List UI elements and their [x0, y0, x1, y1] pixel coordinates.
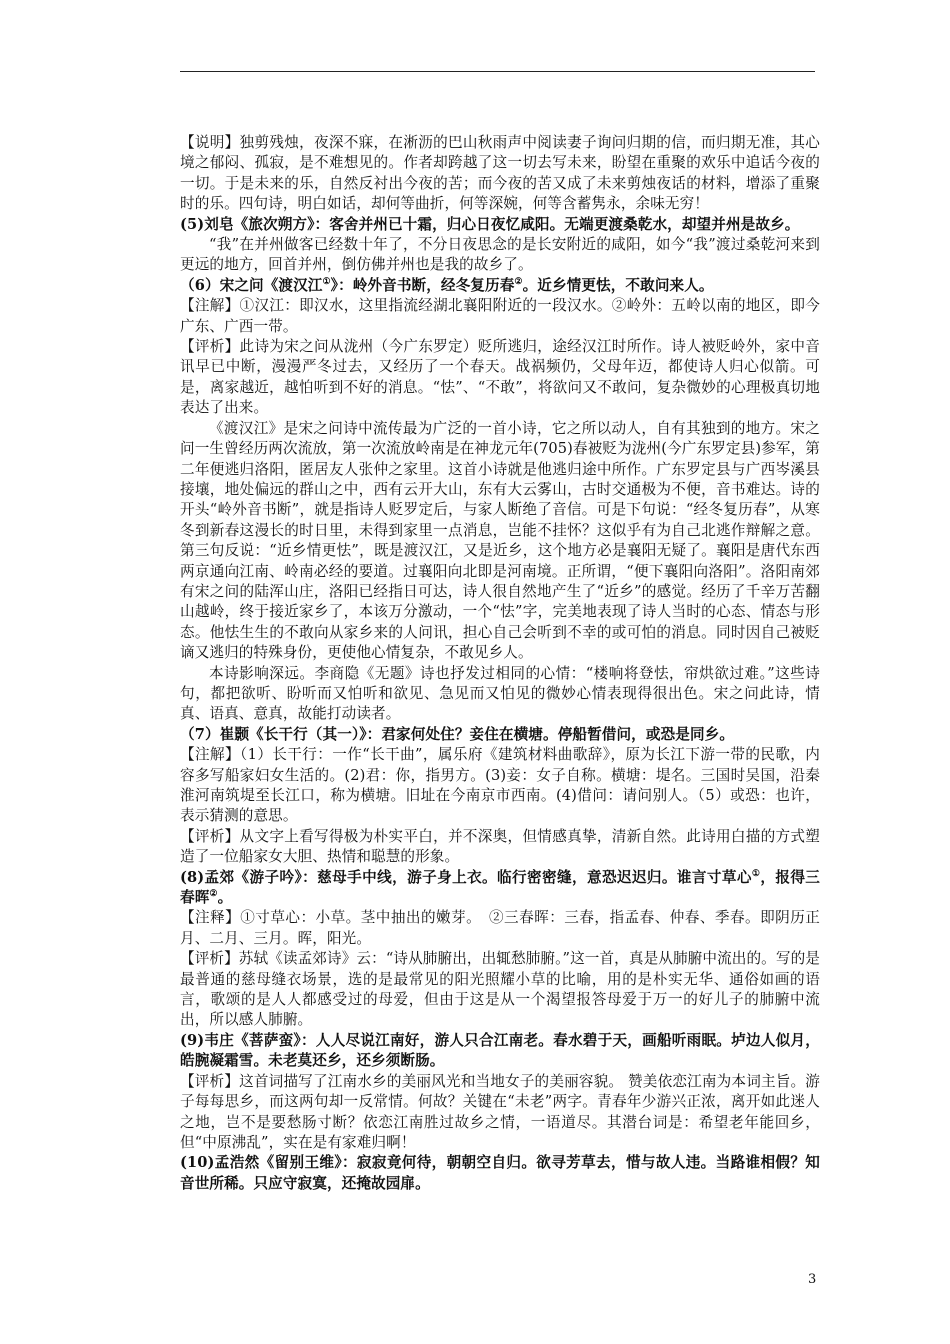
- text-run: （7）崔颢《长干行（其一）》：君家何处住？妾住在横塘。停船暂借问，或恐是同乡。: [180, 725, 735, 743]
- text-run: 【注解】（1）长干行：一作“长干曲”，属乐府《建筑材料曲歌辞》，原为长江下游一带的民歌，内容多写船家妇女生活的。(2)君：你，指男方。(3)妾：女子自称。横塘：堤名。三国时吴国，沿秦淮河南筑堤至长江口，称为横塘。旧址在今南京市西南。(4)借问：请问别人。（5）或恐：也许，表示猜测的意思。: [180, 746, 820, 825]
- paragraph: [180, 827, 820, 868]
- poem-heading: [180, 215, 820, 235]
- text-run: (8)孟郊《游子吟》：慈母手中线，游子身上衣。临行密密缝，意恐迟迟归。谁言寸草心: [180, 868, 752, 886]
- text-run: (10)孟浩然《留别王维》：寂寂竟何待，朝朝空自归。欲寻芳草去，惜与故人违。当路谁相假？知音世所稀。只应守寂寞，还掩故园扉。: [180, 1154, 820, 1192]
- poem-heading: [180, 1031, 820, 1072]
- paragraph: [180, 908, 820, 949]
- text-run: 本诗影响深远。李商隐《无题》诗也抒发过相同的心情：“楼响将登怯，帘烘欲过难。”这些诗句，都把欲听、盼听而又怕听和欲见、急见而又怕见的微妙心情表现得很出色。宋之问此诗，情真、语真、意真，故能打动读者。: [180, 664, 820, 723]
- paragraph: [180, 1072, 820, 1154]
- text-run: 【注解】①汉江：即汉水，这里指流经湖北襄阳附近的一段汉水。②岭外：五岭以南的地区，即今广东、广西一带。: [180, 297, 820, 335]
- text-run: 【说明】独剪残烛，夜深不寐，在淅沥的巴山秋雨声中阅读妻子询问归期的信，而归期无准，其心境之郁闷、孤寂，是不难想见的。作者却跨越了这一切去写未来，盼望在重聚的欢乐中追话今夜的一切。于是未来的乐，自然反衬出今夜的苦；而今夜的苦又成了未来剪烛夜话的材料，增添了重聚时的乐。四句诗，明白如话，却何等曲折，何等深婉，何等含蓄隽永，余味无穷！: [180, 134, 820, 213]
- footnote-marker: ②: [209, 889, 218, 900]
- paragraph: [180, 664, 820, 725]
- paragraph: [180, 235, 820, 276]
- poem-heading: [180, 725, 820, 745]
- paragraph: [180, 296, 820, 337]
- page-number: 3: [808, 1272, 817, 1287]
- text-run: ，报得三春晖: [180, 868, 821, 907]
- footnote-marker: ②: [514, 276, 523, 287]
- poem-heading: [180, 1153, 820, 1194]
- text-run: (5)刘皂《旅次朔方》：客舍并州已十霜，归心日夜忆咸阳。无端更渡桑乾水，却望并州是故乡。: [180, 215, 800, 233]
- poem-heading: [180, 276, 820, 296]
- text-run: 《渡汉江》是宋之问诗中流传最为广泛的一首小诗，它之所以动人，自有其独到的地方。宋之问一生曾经历两次流放，第一次流放岭南是在神龙元年(705)春被贬为泷州(今广东罗定县)参军，第二年便逃归洛阳，匿居友人张仲之家里。这首小诗就是他逃归途中所作。广东罗定县与广西岑溪县接壤，地处偏远的群山之中，西有云开大山，东有大云雾山，古时交通极为不便，音书难达。诗的开头“岭外音书断”，就是指诗人贬罗定后，与家人断绝了音信。可是下句说：“经冬复历春”，从寒冬到新春这漫长的时日里，未得到家里一点消息，岂能不挂怀？这似乎有为自己北逃作辩解之意。第三句反说：“近乡情更怯”，既是渡汉江，又是近乡，这个地方必是襄阳无疑了。襄阳是唐代东西两京通向江南、岭南必经的要道。过襄阳向北即是河南境。正所谓，“便下襄阳向洛阳”。洛阳南郊有宋之问的陆浑山庄，洛阳已经指日可达，诗人很自然地产生了“近乡”的感觉。经历了千辛万苦翻山越岭，终于接近家乡了，本该万分激动，一个“怯”字，完美地表现了诗人当时的心态、情态与形态。他怯生生的不敢向从家乡来的人问讯，担心自己会听到不幸的或可怕的消息。同时因自己被贬谪又逃归的特殊身份，更使他心情复杂，不敢见乡人。: [180, 419, 820, 662]
- paragraph: [180, 337, 820, 419]
- poem-heading: [180, 868, 820, 909]
- paragraph: [180, 133, 820, 215]
- paragraph: [180, 419, 820, 664]
- text-run: 【评析】这首词描写了江南水乡的美丽风光和当地女子的美丽容貌。 赞美依恋江南为本词主旨。游子每每思乡，而这两句却一反常情。何故？关键在“未老”两字。青春年少游兴正浓，离开如此迷人之地，岂不是要愁肠寸断？依恋江南胜过故乡之情，一语道尽。其潜台词是：希望老年能回乡，但“中原沸乱”，实在是有家难归啊！: [180, 1072, 820, 1151]
- text-run: 【评析】此诗为宋之问从泷州（今广东罗定）贬所逃归，途经汉江时所作。诗人被贬岭外，家中音讯早已中断，漫漫严冬过去，又经历了一个春天。战祸频仍，父母年迈，都使诗人归心似箭。可是，离家越近，越怕听到不好的消息。“怯”、“不敢”，将欲问又不敢问，复杂微妙的心理极真切地表达了出来。: [180, 338, 820, 417]
- text-run: 【注释】①寸草心：小草。茎中抽出的嫩芽。 ②三春晖：三春，指孟春、仲春、季春。即阴历正月、二月、三月。晖，阳光。: [180, 909, 820, 947]
- text-run: (9)韦庄《菩萨蛮》：人人尽说江南好，游人只合江南老。春水碧于天，画船听雨眠。垆边人似月，皓腕凝霜雪。未老莫还乡，还乡须断肠。: [180, 1031, 820, 1070]
- text-run: “我”在并州做客已经数十年了，不分日夜思念的是长安附近的咸阳，如今“我”渡过桑乾河来到更远的地方，回首并州，倒仿佛并州也是我的故乡了。: [180, 236, 820, 274]
- text-run: 【评析】从文字上看写得极为朴实平白，并不深奥，但情感真挚，清新自然。此诗用白描的方式塑造了一位船家女大胆、热情和聪慧的形象。: [180, 827, 820, 866]
- text-run: 》：岭外音书断，经冬复历春: [330, 276, 515, 294]
- text-run: （6）宋之问《渡汉江: [180, 276, 323, 294]
- footnote-marker: ①: [322, 276, 331, 287]
- document-body: [180, 133, 820, 1194]
- paragraph: [180, 745, 820, 827]
- text-run: 【评析】苏轼《读孟郊诗》云：“诗从肺腑出，出辄愁肺腑。”这一首，真是从肺腑中流出的。写的是最普通的慈母缝衣场景，选的是最常见的阳光照耀小草的比喻，用的是朴实无华、通俗如画的语言，歌颂的是人人都感受过的母爱，但由于这是从一个渴望报答母爱于万一的好儿子的肺腑中流出，所以感人肺腑。: [180, 950, 820, 1029]
- paragraph: [180, 949, 820, 1031]
- header-rule: [180, 71, 815, 72]
- footnote-marker: ①: [751, 868, 761, 879]
- text-run: 。近乡情更怯，不敢问来人。: [522, 276, 714, 294]
- text-run: 。: [217, 889, 233, 907]
